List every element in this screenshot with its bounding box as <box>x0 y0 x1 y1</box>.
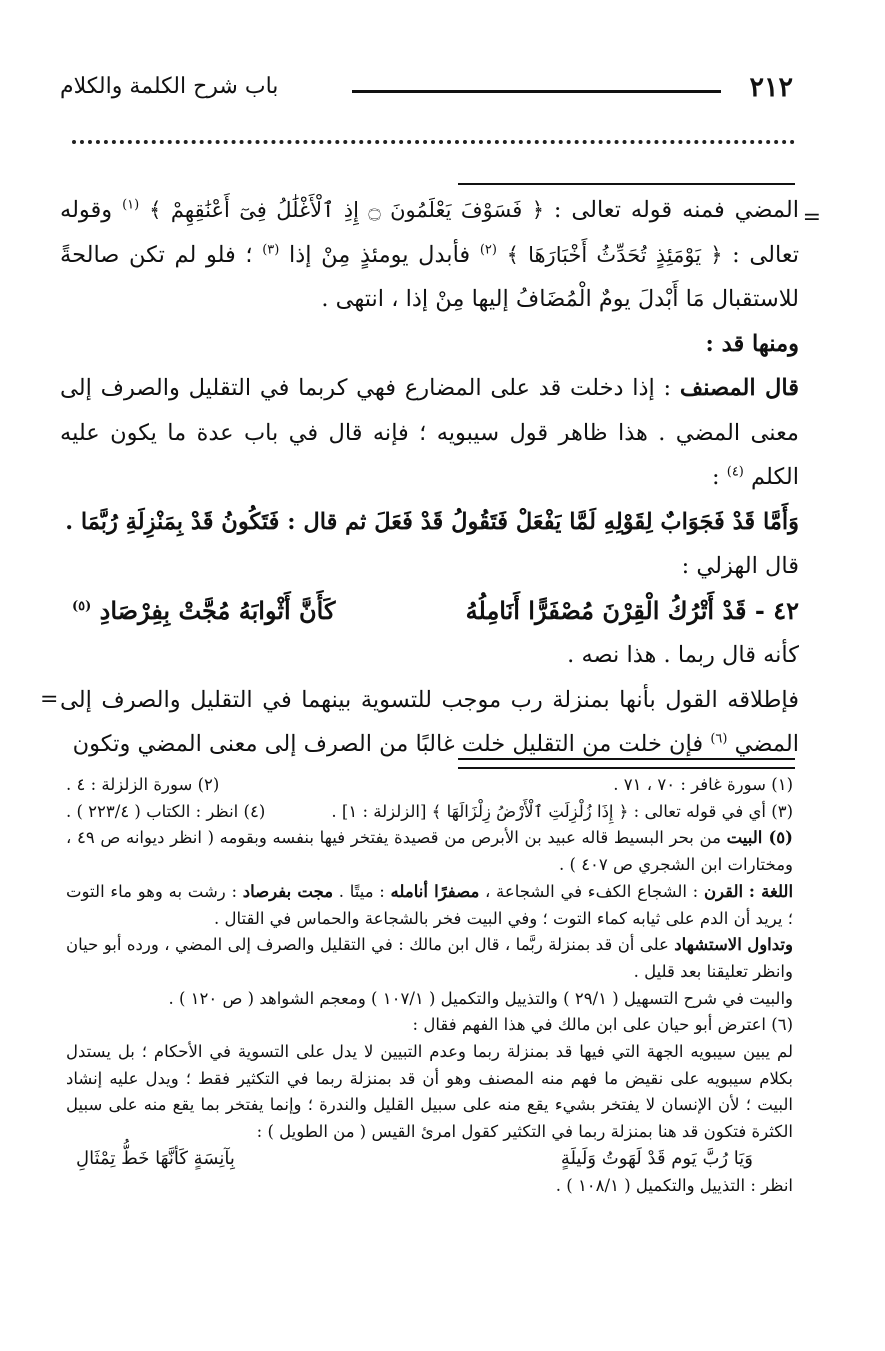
hemistich-2: كَأَنَّ أَثْوابَهُ مُجَّتْ بِفِرْصَادِ <box>99 595 336 625</box>
page-header <box>60 72 793 112</box>
page-number: ٢١٢ <box>749 72 793 103</box>
section-heading: ومنها قد : <box>705 330 799 357</box>
footnote-1: (١) سورة غافر : ٧٠ ، ٧١ . <box>613 775 793 794</box>
lugha-word: مصفرًا أنامله <box>390 881 480 901</box>
verse-42 <box>60 589 799 634</box>
header-rule <box>352 90 721 93</box>
footnote-istishhad <box>66 932 793 985</box>
verse-number: ٤٢ - <box>754 595 799 625</box>
text: فأبدل يومئذٍ مِنْ إذا <box>289 241 471 268</box>
continuation-mark-end: = <box>40 686 59 712</box>
footnote-5-text: من بحر البسيط قاله عبيد بن الأبرص من قصيدة يفتخر فيها بنفسه وبقومه ( انظر ديوانه ص ٤٩ ، ومختارات ابن الشجري ص ٤٠٧ ) . <box>66 828 793 875</box>
footnote-4: (٤) انظر : الكتاب ( ٢٢٣/٤ ) . <box>66 801 266 821</box>
verse-first-half <box>466 589 799 634</box>
footnote-ref: (٥) <box>72 598 92 614</box>
footnote-ref: (٤) <box>726 464 744 480</box>
lugha-word: مجت بفرصاد <box>242 881 334 901</box>
footnote-verse-h1: وَيَا رُبَّ يَوم قَدْ لَهَوتُ وَلَيلَةٍ <box>560 1147 753 1169</box>
footnote-2: (٢) سورة الزلزلة : ٤ . <box>66 775 220 794</box>
lugha-text: : ميتًا . <box>338 881 385 901</box>
footnote-row <box>66 772 793 799</box>
istishhad-text: على أن قد بمنزلة ربَّما ، قال ابن مالك : في التقليل والصرف إلى المضي ، ورده أبو حيان وانظر تعليقنا بعد قليل . <box>66 935 793 981</box>
footnote-5 <box>66 825 793 878</box>
footnote-3: (٣) أي في قوله تعالى : ﴿ إِذَا زُلْزِلَتِ ٱلْأَرْضُ زِلْزَالَهَا ﴾ [الزلزلة : ١] . <box>331 801 793 821</box>
text: فإطلاقه القول بأنها بمنزلة رب موجب للتسوية بينهما في التقليل والصرف إلى المضي <box>60 686 799 757</box>
paragraph-2 <box>60 366 799 500</box>
quran-quote: ﴿ فَسَوْفَ يَعْلَمُونَ ۝ إِذِ ٱلْأَغْلَٰلُ فِىٓ أَعْنَٰقِهِمْ ﴾ <box>149 198 545 222</box>
footnote-lugha <box>66 879 793 932</box>
hudhali-intro: قال الهزلي : <box>681 553 799 579</box>
footnote-ref: (٢) <box>479 242 497 257</box>
footnote-verse <box>66 1146 793 1173</box>
paragraph-3 <box>40 678 799 767</box>
after-verse: كأنه قال ربما . هذا نصه . <box>567 642 799 668</box>
footnote-ref: (٣) <box>262 242 280 257</box>
footnote-ref: (١) <box>122 197 140 213</box>
footnote-sources: والبيت في شرح التسهيل ( ٢٩/١ ) والتذييل والتكميل ( ١٠٧/١ ) ومعجم الشواهد ( ص ١٢٠ ) . <box>168 988 793 1008</box>
text: فإن خلت من التقليل خلت غالبًا من الصرف إلى معنى المضي وتكون <box>72 731 704 757</box>
text: : <box>711 464 720 490</box>
text: وقوله تعالى : <box>60 197 799 268</box>
text: المضي فمنه قوله تعالى : <box>553 197 799 223</box>
main-text <box>40 188 821 767</box>
lugha-text: : الشجاع الكفء في الشجاعة ، <box>485 881 699 901</box>
quran-quote: ﴿ يَوْمَئِذٍ تُحَدِّثُ أَخْبَارَهَا ﴾ <box>506 242 723 267</box>
paragraph-1 <box>60 188 799 322</box>
footnote-5-label: (٥) البيت <box>726 828 793 848</box>
continuation-mark: = <box>802 205 821 230</box>
istishhad-pre: وتداول <box>747 935 793 955</box>
text: : إذا دخلت قد على المضارع فهي كربما في التقليل والصرف إلى معنى المضي . هذا ظاهر قول سيبويه ؛ فإنه قال في باب عدة ما يكون عليه الكلم <box>60 375 799 490</box>
text: ؛ فلو لم تكن صالحةً للاستقبال مَا أَبْدلَ يومٌ الْمُضَافُ إليها مِنْ إذا ، انتهى . <box>60 241 799 312</box>
footnote-verse-h2: بِآنِسَةٍ كَأنَّهَا خَطُّ تِمْثَالِ <box>76 1147 235 1169</box>
footnote-final: انظر : التذييل والتكميل ( ١٠٨/١ ) . <box>555 1175 793 1195</box>
lugha-label: اللغة : <box>748 881 794 901</box>
footnote-6-body: لم يبين سيبويه الجهة التي فيها قد بمنزلة ربما وعدم التبيين لا يدل على التسوية في الأحكام ؛ بل يستدل بكلام سيبويه على نقيض ما فهم منه المصنف وهو أن قد بمنزلة ربما في التكثير فقط ؛ ويدل عليه إنشاد البيت ؛ لأن الإنسان لا يفتخر بشيء يقع منه على سبيل القليل والندرة ؛ وإنما يفتخر بما يقع منه على سبيل الكثرة فتكون قد هنا بمنزلة ربما في التكثير كقول امرئ القيس ( من الطويل ) : <box>66 1042 793 1142</box>
dotted-separator <box>72 140 795 144</box>
footnotes <box>66 772 793 1199</box>
footnote-ref: (٦) <box>710 731 728 747</box>
footnote-row <box>66 799 793 826</box>
lugha-word: القرن <box>703 881 744 901</box>
verse-second-half <box>72 589 335 634</box>
chapter-title: باب شرح الكلمة والكلام <box>60 74 279 99</box>
lugha-text: : رشت به وهو ماء التوت ؛ يريد أن الدم على ثيابه كماء التوت ؛ وفي البيت فخر بالشجاعة والحماس في القتال . <box>66 881 793 928</box>
footnote-separator <box>458 758 795 769</box>
footnote-6: (٦) اعترض أبو حيان على ابن مالك في هذا الفهم فقال : <box>412 1015 793 1035</box>
top-rule <box>458 183 795 185</box>
hemistich-1: قَدْ أَتْرُكُ الْقِرْنَ مُصْفَرًّا أَنَامِلُهُ <box>465 595 747 625</box>
sibawayh-quote: وَأَمَّا قَدْ فَجَوَابٌ لِقَوْلِهِ لَمَّا يَفْعَلْ فَتَقُولُ قَدْ فَعَلَ ثم قال : فَتَكُونُ قَدْ بِمَنْزِلَةِ رُبَّمَا . <box>65 508 799 535</box>
istishhad-label: الاستشهاد <box>674 935 742 955</box>
author-label: قال المصنف <box>679 375 800 401</box>
